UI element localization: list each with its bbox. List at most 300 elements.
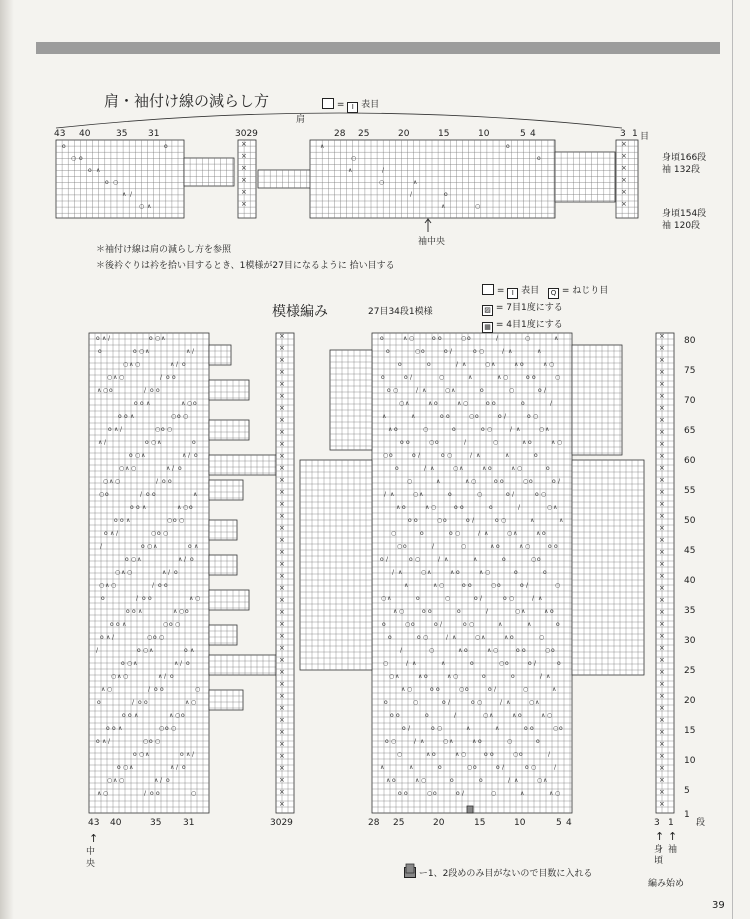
pattern-stitch-symbol: o: [100, 634, 104, 641]
bottom-col-3029: 3029: [270, 818, 293, 828]
pattern-stitch-symbol: /: [518, 504, 521, 511]
pattern-stitch-symbol: ∧: [113, 777, 118, 784]
pattern-stitch-symbol: ○: [555, 582, 561, 589]
pattern-stitch-symbol: ○: [107, 374, 113, 381]
top-col-20: 20: [398, 129, 410, 139]
pattern-stitch-symbol: o: [473, 348, 477, 355]
end-column-x-icon: ×: [659, 452, 665, 460]
pattern-stitch-symbol: /: [136, 595, 139, 602]
pattern-stitch-symbol: ○: [107, 777, 113, 784]
pattern-stitch-symbol: ∧: [177, 504, 182, 511]
pattern-stitch-symbol: o: [400, 439, 404, 446]
top-mid-step: [258, 170, 318, 188]
end-column-x-icon: ×: [659, 716, 665, 724]
pattern-stitch-symbol: ∧: [401, 686, 406, 693]
pattern-stitch-symbol: /: [510, 426, 513, 433]
note-1: ＊袖付け線は肩の減らし方を参照: [96, 245, 232, 255]
pattern-stitch-symbol: /: [464, 439, 467, 446]
mid-column-x-icon: ×: [279, 548, 285, 556]
pattern-stitch-symbol: ∧: [473, 556, 478, 563]
pattern-stitch-symbol: ∧: [426, 751, 431, 758]
mid-column-x-icon: ×: [279, 584, 285, 592]
pattern-stitch-symbol: o: [96, 738, 100, 745]
pattern-stitch-symbol: o: [488, 465, 492, 472]
top-col-28: 28: [334, 129, 346, 139]
pattern-stitch-symbol: ○: [501, 517, 507, 524]
pattern-stitch-symbol: ∧: [411, 413, 416, 420]
top-stitch-symbol: ∧: [122, 191, 127, 198]
pattern-stitch-symbol: ∧: [479, 569, 484, 576]
pattern-stitch-symbol: o: [384, 699, 388, 706]
pattern-stitch-symbol: o: [188, 543, 192, 550]
top-end-x-icon: ×: [621, 140, 627, 148]
top-stitch-symbol: o: [537, 155, 541, 162]
pattern-stitch-symbol: ○: [467, 764, 473, 771]
top-center-arrow-icon: [425, 219, 431, 232]
pattern-stitch-symbol: /: [184, 556, 187, 563]
pattern-stitch-symbol: o: [411, 621, 415, 628]
mid-column-x-icon: ×: [279, 776, 285, 784]
pattern-stitch-symbol: o: [382, 621, 386, 628]
top-stitch-symbol: ○: [113, 179, 119, 186]
pattern-stitch-symbol: ∧: [452, 634, 457, 641]
pattern-stitch-symbol: ∧: [145, 751, 150, 758]
pattern-stitch-symbol: ∧: [117, 673, 122, 680]
top-mid-x-icon: ×: [241, 200, 247, 208]
pattern-stitch-symbol: ○: [549, 361, 555, 368]
pattern-stitch-symbol: o: [162, 478, 166, 485]
pattern-stitch-symbol: ○: [115, 569, 121, 576]
pattern-stitch-symbol: /: [176, 361, 179, 368]
pattern-stitch-symbol: o: [380, 335, 384, 342]
pattern-stitch-symbol: o: [181, 712, 185, 719]
row-number: 1: [684, 810, 690, 820]
bottom-col-28: 28: [368, 818, 380, 828]
pattern-stitch-symbol: ○: [191, 790, 197, 797]
pattern-stitch-symbol: o: [186, 660, 190, 667]
pattern-stitch-symbol: o: [125, 556, 129, 563]
mid-column-x-icon: ×: [279, 680, 285, 688]
pattern-stitch-symbol: o: [173, 517, 177, 524]
pattern-stitch-symbol: ○: [147, 543, 153, 550]
pattern-stitch-symbol: o: [421, 348, 425, 355]
pattern-stitch-symbol: o: [542, 530, 546, 537]
pattern-stitch-symbol: ○: [111, 582, 117, 589]
pattern-stitch-symbol: o: [514, 569, 518, 576]
start-mark-gray: [467, 806, 473, 813]
pattern-stitch-symbol: ○: [171, 413, 177, 420]
pattern-stitch-symbol: ∧: [516, 426, 521, 433]
mid-column-x-icon: ×: [279, 596, 285, 604]
top-col-1: 1: [632, 129, 638, 139]
pattern-stitch-symbol: ∧: [538, 595, 543, 602]
pattern-stitch-symbol: o: [538, 387, 542, 394]
pattern-right-upper-right: [572, 345, 622, 455]
pattern-stitch-symbol: o: [457, 608, 461, 615]
pattern-stitch-symbol: o: [505, 660, 509, 667]
pattern-stitch-symbol: /: [164, 673, 167, 680]
pattern-stitch-symbol: ∧: [444, 556, 449, 563]
pattern-stitch-symbol: ○: [421, 777, 427, 784]
pattern-stitch-symbol: ∧: [113, 374, 118, 381]
pattern-stitch-symbol: /: [440, 621, 443, 628]
pattern-stitch-symbol: o: [404, 790, 408, 797]
top-end-x-icon: ×: [621, 188, 627, 196]
mid-column-x-icon: ×: [279, 668, 285, 676]
pattern-stitch-symbol: ○: [477, 699, 483, 706]
end-column-x-icon: ×: [659, 764, 665, 772]
top-col-3029: 3029: [235, 129, 258, 139]
pattern-stitch-symbol: o: [182, 764, 186, 771]
pattern-stitch-symbol: o: [500, 478, 504, 485]
top-center-label: 袖中央: [418, 237, 446, 247]
pattern-stitch-symbol: o: [489, 504, 493, 511]
pattern-stitch-symbol: /: [558, 478, 561, 485]
top-stitch-symbol: o: [506, 143, 510, 150]
pattern-stitch-symbol: o: [165, 725, 169, 732]
pattern-stitch-symbol: ∧: [122, 621, 127, 628]
mid-column-x-icon: ×: [279, 404, 285, 412]
end-column-x-icon: ×: [659, 404, 665, 412]
top-stitch-symbol: o: [105, 179, 109, 186]
pattern-stitch-symbol: ○: [453, 673, 459, 680]
pattern-stitch-symbol: ∧: [409, 764, 414, 771]
pattern-stitch-symbol: ○: [517, 465, 523, 472]
pattern-stitch-symbol: /: [386, 556, 389, 563]
pattern-stitch-symbol: o: [467, 335, 471, 342]
pattern-stitch-symbol: ∧: [193, 491, 198, 498]
pattern-stitch-symbol: ○: [533, 413, 539, 420]
pattern-stitch-symbol: ∧: [154, 777, 159, 784]
pattern-stitch-symbol: o: [498, 413, 502, 420]
bottom-col-35: 35: [150, 818, 162, 828]
pattern-stitch-symbol: ○: [115, 478, 121, 485]
pattern-stitch-symbol: ∧: [543, 361, 548, 368]
row-number: 40: [684, 576, 696, 586]
mid-column-x-icon: ×: [279, 392, 285, 400]
pattern-stitch-symbol: o: [479, 777, 483, 784]
end-column-x-icon: ×: [659, 476, 665, 484]
pattern-stitch-symbol: ∧: [425, 504, 430, 511]
pattern-stitch-symbol: /: [400, 647, 403, 654]
end-column-x-icon: ×: [659, 584, 665, 592]
note-2: ＊後衿ぐりは衿を拾い目するとき、1模様が27目になるように 拾い目する: [96, 261, 395, 271]
pattern-stitch-symbol: ∧: [110, 530, 115, 537]
pattern-stitch-symbol: o: [449, 530, 453, 537]
pattern-stitch-symbol: o: [551, 647, 555, 654]
pattern-stitch-symbol: ∧: [551, 439, 556, 446]
pattern-stitch-symbol: o: [494, 478, 498, 485]
pattern-stitch-symbol: ○: [175, 712, 181, 719]
pattern-stitch-symbol: ○: [509, 595, 515, 602]
pattern-stitch-symbol: o: [380, 556, 384, 563]
pattern-stitch-symbol: ∧: [495, 725, 500, 732]
pattern-stitch-symbol: o: [185, 608, 189, 615]
pattern-stitch-symbol: ○: [135, 452, 141, 459]
end-column-x-icon: ×: [659, 536, 665, 544]
pattern-stitch-symbol: ∧: [512, 712, 517, 719]
pattern-stitch-symbol: o: [390, 712, 394, 719]
pattern-stitch-symbol: o: [525, 764, 529, 771]
mid-column-x-icon: ×: [279, 752, 285, 760]
pattern-stitch-symbol: o: [402, 725, 406, 732]
end-column-x-icon: ×: [659, 356, 665, 364]
pattern-stitch-symbol: ∧: [118, 725, 123, 732]
pattern-stitch-symbol: o: [133, 751, 137, 758]
pattern-left-step: [209, 480, 243, 500]
pattern-stitch-symbol: o: [456, 790, 460, 797]
pattern-stitch-symbol: /: [496, 335, 499, 342]
mid-column-x-icon: ×: [279, 416, 285, 424]
pattern-stitch-symbol: o: [536, 738, 540, 745]
pattern-stitch-symbol: o: [194, 452, 198, 459]
pattern-stitch-symbol: o: [484, 751, 488, 758]
pattern-stitch-symbol: ○: [409, 335, 415, 342]
pattern-stitch-symbol: ○: [515, 608, 521, 615]
pattern-stitch-symbol: o: [532, 374, 536, 381]
top-mid-x-icon: ×: [241, 176, 247, 184]
pattern-stitch-symbol: ○: [423, 634, 429, 641]
pattern-stitch-symbol: /: [100, 543, 103, 550]
pattern-stitch-symbol: ∧: [170, 361, 175, 368]
pattern-stitch-symbol: /: [108, 738, 111, 745]
pattern-stitch-symbol: ∧: [386, 777, 391, 784]
top-stitch-symbol: o: [79, 155, 83, 162]
pattern-stitch-symbol: ∧: [497, 374, 502, 381]
top-col-25: 25: [358, 129, 370, 139]
pattern-stitch-symbol: ∧: [465, 478, 470, 485]
pattern-stitch-symbol: ○: [405, 621, 411, 628]
pattern-stitch-symbol: ∧: [185, 699, 190, 706]
pattern-stitch-symbol: ○: [529, 699, 535, 706]
end-column-x-icon: ×: [659, 500, 665, 508]
pattern-stitch-symbol: ○: [427, 790, 433, 797]
top-stitch-symbol: o: [444, 191, 448, 198]
top-stitch-symbol: ○: [379, 179, 385, 186]
pattern-stitch-symbol: /: [502, 764, 505, 771]
pattern-stitch-symbol: o: [149, 335, 153, 342]
top-stitch-symbol: ○: [139, 203, 145, 210]
mid-column-x-icon: ×: [279, 536, 285, 544]
pattern-stitch-symbol: o: [444, 348, 448, 355]
pattern-stitch-symbol: /: [544, 387, 547, 394]
top-stitch-symbol: o: [62, 143, 66, 150]
pattern-stitch-symbol: ∧: [126, 517, 131, 524]
pattern-stitch-symbol: /: [410, 374, 413, 381]
pattern-stitch-symbol: o: [156, 387, 160, 394]
top-col-unit: 目: [640, 132, 650, 142]
end-column-x-icon: ×: [659, 644, 665, 652]
pattern-stitch-symbol: /: [438, 556, 441, 563]
pattern-stitch-symbol: o: [148, 595, 152, 602]
pattern-stitch-symbol: ○: [163, 530, 169, 537]
pattern-stitch-symbol: ○: [509, 387, 515, 394]
pattern-stitch-symbol: o: [530, 725, 534, 732]
pattern-stitch-symbol: ∧: [546, 673, 551, 680]
pattern-stitch-symbol: o: [169, 621, 173, 628]
pattern-stitch-symbol: ○: [439, 374, 445, 381]
pattern-stitch-symbol: ○: [485, 569, 491, 576]
pattern-stitch-symbol: ∧: [186, 751, 191, 758]
mid-column-x-icon: ×: [279, 524, 285, 532]
row-number: 30: [684, 636, 696, 646]
pattern-stitch-symbol: ∧: [388, 426, 393, 433]
pattern-stitch-symbol: ∧: [508, 348, 513, 355]
mid-column-x-icon: ×: [279, 632, 285, 640]
pattern-stitch-symbol: ○: [143, 738, 149, 745]
pattern-stitch-symbol: ∧: [450, 569, 455, 576]
pattern-stitch-symbol: ○: [493, 647, 499, 654]
pattern-stitch-symbol: ∧: [521, 608, 526, 615]
pattern-stitch-symbol: ○: [555, 790, 561, 797]
pattern-stitch-symbol: ∧: [430, 465, 435, 472]
pattern-stitch-symbol: ○: [443, 738, 449, 745]
pattern-stitch-symbol: o: [157, 530, 161, 537]
pattern-stitch-symbol: ∧: [133, 660, 138, 667]
row-number: 70: [684, 396, 696, 406]
pattern-stitch-symbol: /: [108, 335, 111, 342]
mid-column-x-icon: ×: [279, 380, 285, 388]
pattern-stitch-symbol: o: [529, 478, 533, 485]
end-column-x-icon: ×: [659, 656, 665, 664]
pattern-stitch-symbol: o: [180, 751, 184, 758]
pattern-stitch-symbol: ∧: [189, 595, 194, 602]
pattern-stitch-symbol: o: [430, 686, 434, 693]
pattern-stitch-symbol: /: [96, 647, 99, 654]
pattern-stitch-symbol: o: [422, 608, 426, 615]
top-mid-x-icon: ×: [241, 164, 247, 172]
pattern-stitch-symbol: ∧: [554, 335, 559, 342]
pattern-stitch-symbol: ∧: [513, 530, 518, 537]
top-stitch-symbol: o: [164, 143, 168, 150]
pattern-stitch-symbol: ○: [195, 595, 201, 602]
pattern-stitch-symbol: o: [114, 517, 118, 524]
pattern-stitch-symbol: ○: [547, 712, 553, 719]
pattern-stitch-symbol: o: [442, 699, 446, 706]
pattern-stitch-symbol: ∧: [130, 413, 135, 420]
pattern-stitch-symbol: ∧: [161, 335, 166, 342]
pattern-stitch-symbol: ∧: [458, 647, 463, 654]
pattern-stitch-symbol: /: [132, 699, 135, 706]
pattern-stitch-symbol: /: [172, 465, 175, 472]
pattern-stitch-symbol: ○: [545, 647, 551, 654]
pattern-stitch-symbol: ○: [397, 751, 403, 758]
pattern-stitch-symbol: o: [460, 504, 464, 511]
pattern-stitch-symbol: o: [464, 647, 468, 654]
pattern-stitch-symbol: ∧: [519, 543, 524, 550]
pattern-stitch-symbol: ○: [445, 595, 451, 602]
pattern-stitch-symbol: ∧: [129, 764, 134, 771]
mid-column-x-icon: ×: [279, 788, 285, 796]
pattern-stitch-symbol: ○: [155, 426, 161, 433]
pattern-stitch-symbol: ○: [415, 556, 421, 563]
pattern-stitch-symbol: ∧: [537, 348, 542, 355]
pattern-stitch-symbol: ○: [383, 452, 389, 459]
pattern-stitch-symbol: o: [106, 725, 110, 732]
top-col-4: 4: [530, 129, 536, 139]
pattern-stitch-symbol: o: [117, 764, 121, 771]
pattern-stitch-symbol: /: [392, 569, 395, 576]
pattern-stitch-symbol: /: [478, 530, 481, 537]
center-arrow-icon: ↑: [89, 832, 99, 845]
bottom-col-40: 40: [110, 818, 122, 828]
pattern-stitch-symbol: o: [140, 400, 144, 407]
pattern-stitch-symbol: ∧: [174, 660, 179, 667]
top-end-x-icon: ×: [621, 152, 627, 160]
pattern-stitch-symbol: o: [144, 699, 148, 706]
pattern-stitch-symbol: ○: [525, 335, 531, 342]
pattern-stitch-symbol: o: [416, 595, 420, 602]
body-label: 身頃: [654, 845, 664, 866]
pattern-stitch-symbol: o: [438, 764, 442, 771]
pattern-stitch-symbol: ∧: [490, 543, 495, 550]
pattern-stitch-symbol: ○: [537, 777, 543, 784]
pattern-stitch-symbol: ○: [531, 764, 537, 771]
row-number: 80: [684, 336, 696, 346]
pattern-stitch-symbol: ∧: [109, 478, 114, 485]
end-column-x-icon: ×: [659, 368, 665, 376]
pattern-stitch-symbol: o: [463, 621, 467, 628]
pattern-stitch-symbol: ∧: [427, 569, 432, 576]
pattern-stitch-symbol: ∧: [396, 504, 401, 511]
pattern-stitch-symbol: o: [526, 374, 530, 381]
pattern-stitch-symbol: ∧: [504, 634, 509, 641]
pattern-stitch-symbol: ○: [429, 647, 435, 654]
pattern-stitch-symbol: o: [441, 452, 445, 459]
row-number: 10: [684, 756, 696, 766]
pattern-stitch-symbol: ○: [167, 426, 173, 433]
pattern-stitch-symbol: ○: [471, 478, 477, 485]
pattern-stitch-symbol: ∧: [393, 608, 398, 615]
pattern-stitch-symbol: o: [496, 543, 500, 550]
top-stitch-symbol: ∧: [96, 167, 101, 174]
pattern-stitch-symbol: ○: [399, 608, 405, 615]
pattern-stitch-symbol: o: [137, 647, 141, 654]
pattern-stitch-symbol: ∧: [451, 387, 456, 394]
pattern-stitch-symbol: ○: [159, 725, 165, 732]
pattern-stitch-symbol: o: [502, 556, 506, 563]
pattern-stitch-symbol: ∧: [549, 790, 554, 797]
pattern-stitch-symbol: ○: [475, 634, 481, 641]
pattern-stitch-symbol: ∧: [137, 556, 142, 563]
end-column-x-icon: ×: [659, 692, 665, 700]
pattern-stitch-symbol: ∧: [457, 400, 462, 407]
top-end-column: [616, 140, 638, 218]
pattern-stitch-symbol: o: [420, 530, 424, 537]
pattern-stitch-symbol: ∧: [178, 556, 183, 563]
pattern-stitch-symbol: ○: [553, 725, 559, 732]
top-stitch-symbol: /: [410, 191, 413, 198]
pattern-stitch-symbol: /: [418, 452, 421, 459]
pattern-stitch-symbol: ∧: [97, 387, 102, 394]
pattern-stitch-symbol: o: [546, 465, 550, 472]
pattern-stitch-symbol: ○: [163, 621, 169, 628]
pattern-right-upper-step: [330, 350, 372, 450]
pattern-stitch-symbol: ∧: [487, 647, 492, 654]
end-column-x-icon: ×: [659, 428, 665, 436]
mid-column-x-icon: ×: [279, 368, 285, 376]
end-column-x-icon: ×: [659, 596, 665, 604]
pattern-stitch-symbol: o: [414, 517, 418, 524]
pattern-stitch-symbol: o: [170, 673, 174, 680]
row-number: 5: [684, 786, 690, 796]
pattern-stitch-symbol: o: [98, 348, 102, 355]
pattern-stitch-symbol: ∧: [173, 608, 178, 615]
mid-column-x-icon: ×: [279, 620, 285, 628]
end-column-x-icon: ×: [659, 560, 665, 568]
pattern-stitch-symbol: o: [492, 400, 496, 407]
footnote: ー1、2段めのみ目がないので目数に入れる: [404, 866, 592, 879]
